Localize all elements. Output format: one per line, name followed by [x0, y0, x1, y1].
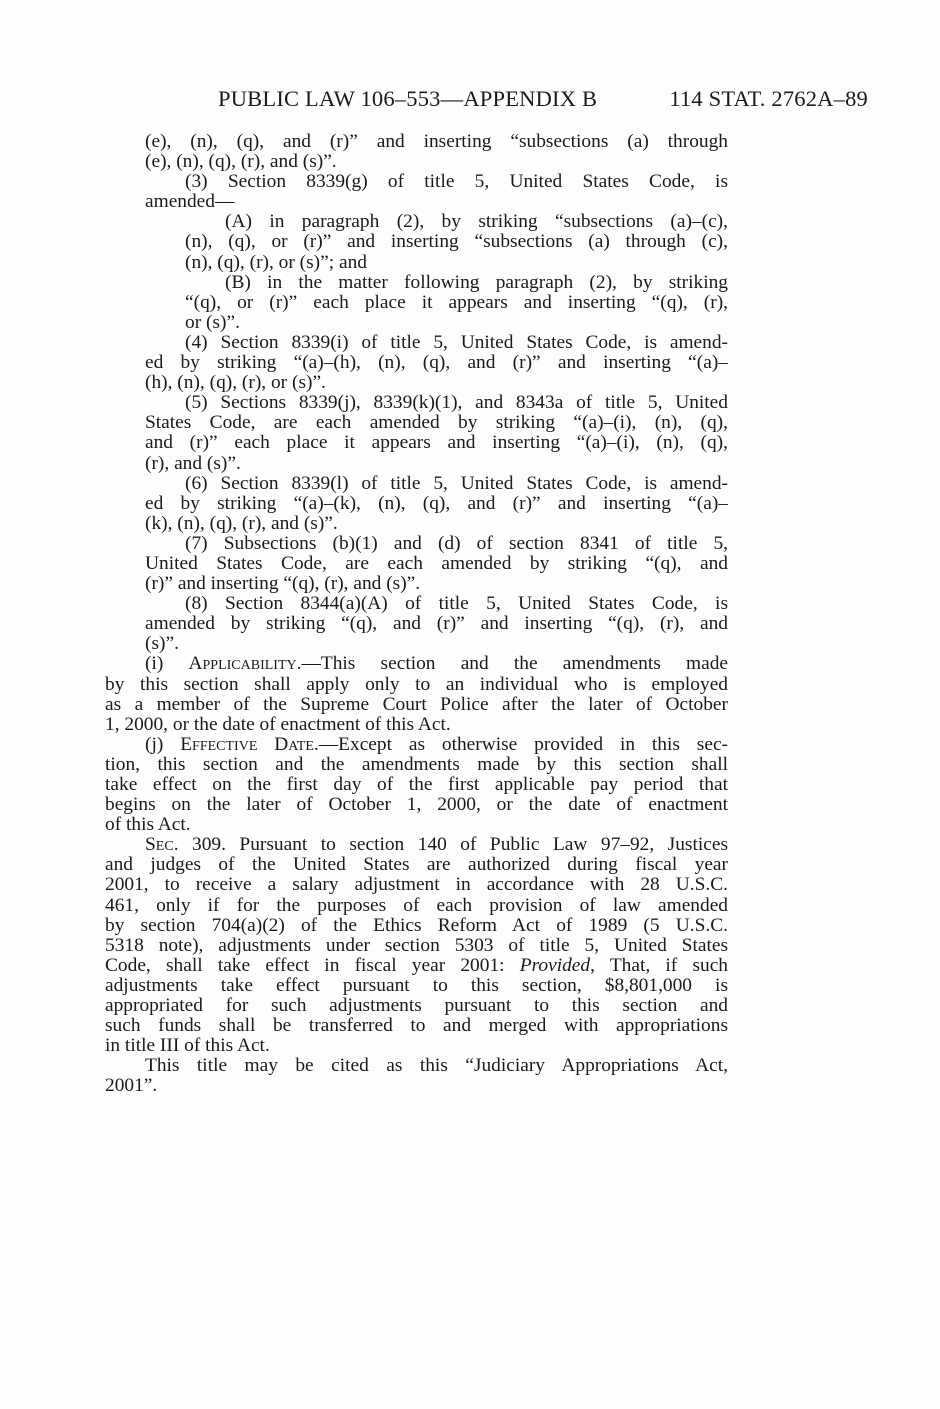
line-text: by this section shall apply only to an individual who is employed [105, 674, 728, 695]
text-line [105, 695, 728, 715]
line-text: (k), (n), (q), (r), and (s)”. [145, 512, 338, 534]
text-line [105, 735, 728, 755]
text-line [105, 614, 728, 634]
line-text: in title III of this Act. [105, 1035, 270, 1057]
line-text: appropriated for such adjustments pursuant to this section and [105, 996, 728, 1017]
line-text: 1, 2000, or the date of enactment of this Act. [105, 713, 451, 735]
text-line [105, 373, 728, 393]
text-line [105, 1056, 728, 1076]
text-line [105, 875, 728, 895]
line-text: such funds shall be transferred to and merged with appropriations [105, 1016, 728, 1037]
text-line [105, 896, 728, 916]
line-text: and judges of the United States are authorized during fiscal year [105, 855, 728, 876]
line-text: (n), (q), (r), or (s)”; and [185, 251, 367, 273]
text-line [105, 855, 728, 875]
text-line [105, 936, 728, 956]
text-line [105, 574, 728, 594]
text-line [105, 474, 728, 494]
line-text: (s)”. [145, 633, 179, 655]
text-line [105, 534, 728, 554]
line-text: (3) Section 8339(g) of title 5, United States Code, is [185, 172, 728, 193]
text-line [105, 433, 728, 453]
line-text: (4) Section 8339(i) of title 5, United States Code, is amend- [185, 332, 728, 353]
text-line [105, 675, 728, 695]
text-line [105, 996, 728, 1016]
line-text: (e), (n), (q), and (r)” and inserting “subsections (a) through [145, 132, 728, 152]
text-line [105, 1036, 728, 1056]
line-text: and (r)” each place it appears and inserting “(a)–(i), (n), (q), [145, 433, 728, 454]
text-line [105, 253, 728, 273]
line-text: .—This section and the amendments made [296, 654, 728, 675]
line-text: 5318 note), adjustments under section 5303 of title 5, United States [105, 935, 728, 956]
text-line [105, 454, 728, 474]
text-line [105, 393, 728, 413]
text-line [105, 132, 728, 152]
text-line [105, 1076, 728, 1096]
line-text: tion, this section and the amendments made by this section shall [105, 754, 728, 775]
small-caps-heading: Effective Date [180, 734, 314, 755]
text-line [105, 273, 728, 293]
line-text: United States Code, are each amended by striking “(q), and [145, 553, 728, 574]
line-text: of this Act. [105, 814, 191, 836]
line-text: begins on the later of October 1, 2000, or the date of enactment [105, 795, 728, 816]
document-body [105, 132, 728, 1097]
small-caps-heading: Applicability [188, 654, 297, 675]
line-text: (6) Section 8339(l) of title 5, United States Code, is amend- [185, 473, 728, 494]
text-line [105, 775, 728, 795]
header-stat-citation: 114 STAT. 2762A–89 [669, 86, 868, 111]
text-line [105, 353, 728, 373]
line-text: amended— [145, 191, 235, 213]
line-text: take effect on the first day of the first applicable pay period that [105, 775, 728, 795]
text-line [105, 514, 728, 534]
text-line [105, 172, 728, 192]
text-line [105, 835, 728, 855]
line-text: 2001”. [105, 1075, 158, 1097]
header-law-title: PUBLIC LAW 106–553—APPENDIX B [218, 86, 598, 111]
text-line [105, 554, 728, 574]
line-suffix: , That, if such [590, 955, 728, 976]
line-text: (e), (n), (q), (r), and (s)”. [145, 151, 337, 173]
text-line [105, 232, 728, 252]
line-text: ed by striking “(a)–(k), (n), (q), and (r)” and inserting “(a)– [145, 493, 728, 514]
line-text: adjustments take effect pursuant to this section, $8,801,000 is [105, 975, 728, 996]
text-line [105, 634, 728, 654]
text-line [105, 795, 728, 815]
line-text: (5) Sections 8339(j), 8339(k)(1), and 8343a of title 5, United [185, 393, 728, 414]
line-text: 2001, to receive a salary adjustment in accordance with 28 U.S.C. [105, 875, 728, 896]
line-text: (A) in paragraph (2), by striking “subsections (a)–(c), [225, 212, 728, 233]
line-text: by section 704(a)(2) of the Ethics Reform Act of 1989 (5 U.S.C. [105, 915, 728, 936]
page-header [218, 84, 868, 114]
line-text: .—Except as otherwise provided in this sec- [313, 734, 728, 755]
text-line [105, 976, 728, 996]
text-line [105, 494, 728, 514]
text-line [105, 152, 728, 172]
line-text: (r), and (s)”. [145, 452, 241, 474]
line-prefix: (j) [145, 734, 181, 755]
text-line [105, 333, 728, 353]
line-text: Code, shall take effect in fiscal year 2001: [105, 955, 520, 976]
text-line [105, 413, 728, 433]
line-text: (n), (q), or (r)” and inserting “subsections (a) through (c), [185, 232, 728, 253]
line-text: “(q), or (r)” each place it appears and inserting “(q), (r), [185, 292, 728, 313]
line-text: . 309. Pursuant to section 140 of Public Law 97–92, Justices [173, 835, 728, 856]
line-prefix: (i) [145, 654, 189, 675]
text-line [105, 192, 728, 212]
line-text: (r)” and inserting “(q), (r), and (s)”. [145, 573, 421, 595]
line-text: 461, only if for the purposes of each provision of law amended [105, 895, 728, 916]
small-caps-heading: Sec [145, 835, 174, 856]
line-text: This title may be cited as this “Judiciary Appropriations Act, [145, 1056, 728, 1077]
text-line [105, 594, 728, 614]
text-line [105, 212, 728, 232]
text-line [105, 956, 728, 976]
line-text: amended by striking “(q), and (r)” and inserting “(q), (r), and [145, 614, 728, 635]
text-line [105, 715, 728, 735]
text-line [105, 916, 728, 936]
text-line [105, 1016, 728, 1036]
line-text: ed by striking “(a)–(h), (n), (q), and (r)” and inserting “(a)– [145, 353, 728, 374]
text-line [105, 654, 728, 674]
line-text: (B) in the matter following paragraph (2), by striking [225, 272, 728, 293]
line-text: (7) Subsections (b)(1) and (d) of section 8341 of title 5, [185, 533, 728, 554]
text-line [105, 293, 728, 313]
text-line [105, 313, 728, 333]
text-line [105, 815, 728, 835]
text-line [105, 755, 728, 775]
line-text: (8) Section 8344(a)(A) of title 5, United States Code, is [185, 594, 728, 615]
italic-term: Provided [519, 955, 591, 976]
line-text: or (s)”. [185, 311, 240, 333]
line-text: States Code, are each amended by striking “(a)–(i), (n), (q), [145, 413, 728, 434]
line-text: (h), (n), (q), (r), or (s)”. [145, 372, 326, 394]
line-text: as a member of the Supreme Court Police after the later of October [105, 694, 728, 715]
